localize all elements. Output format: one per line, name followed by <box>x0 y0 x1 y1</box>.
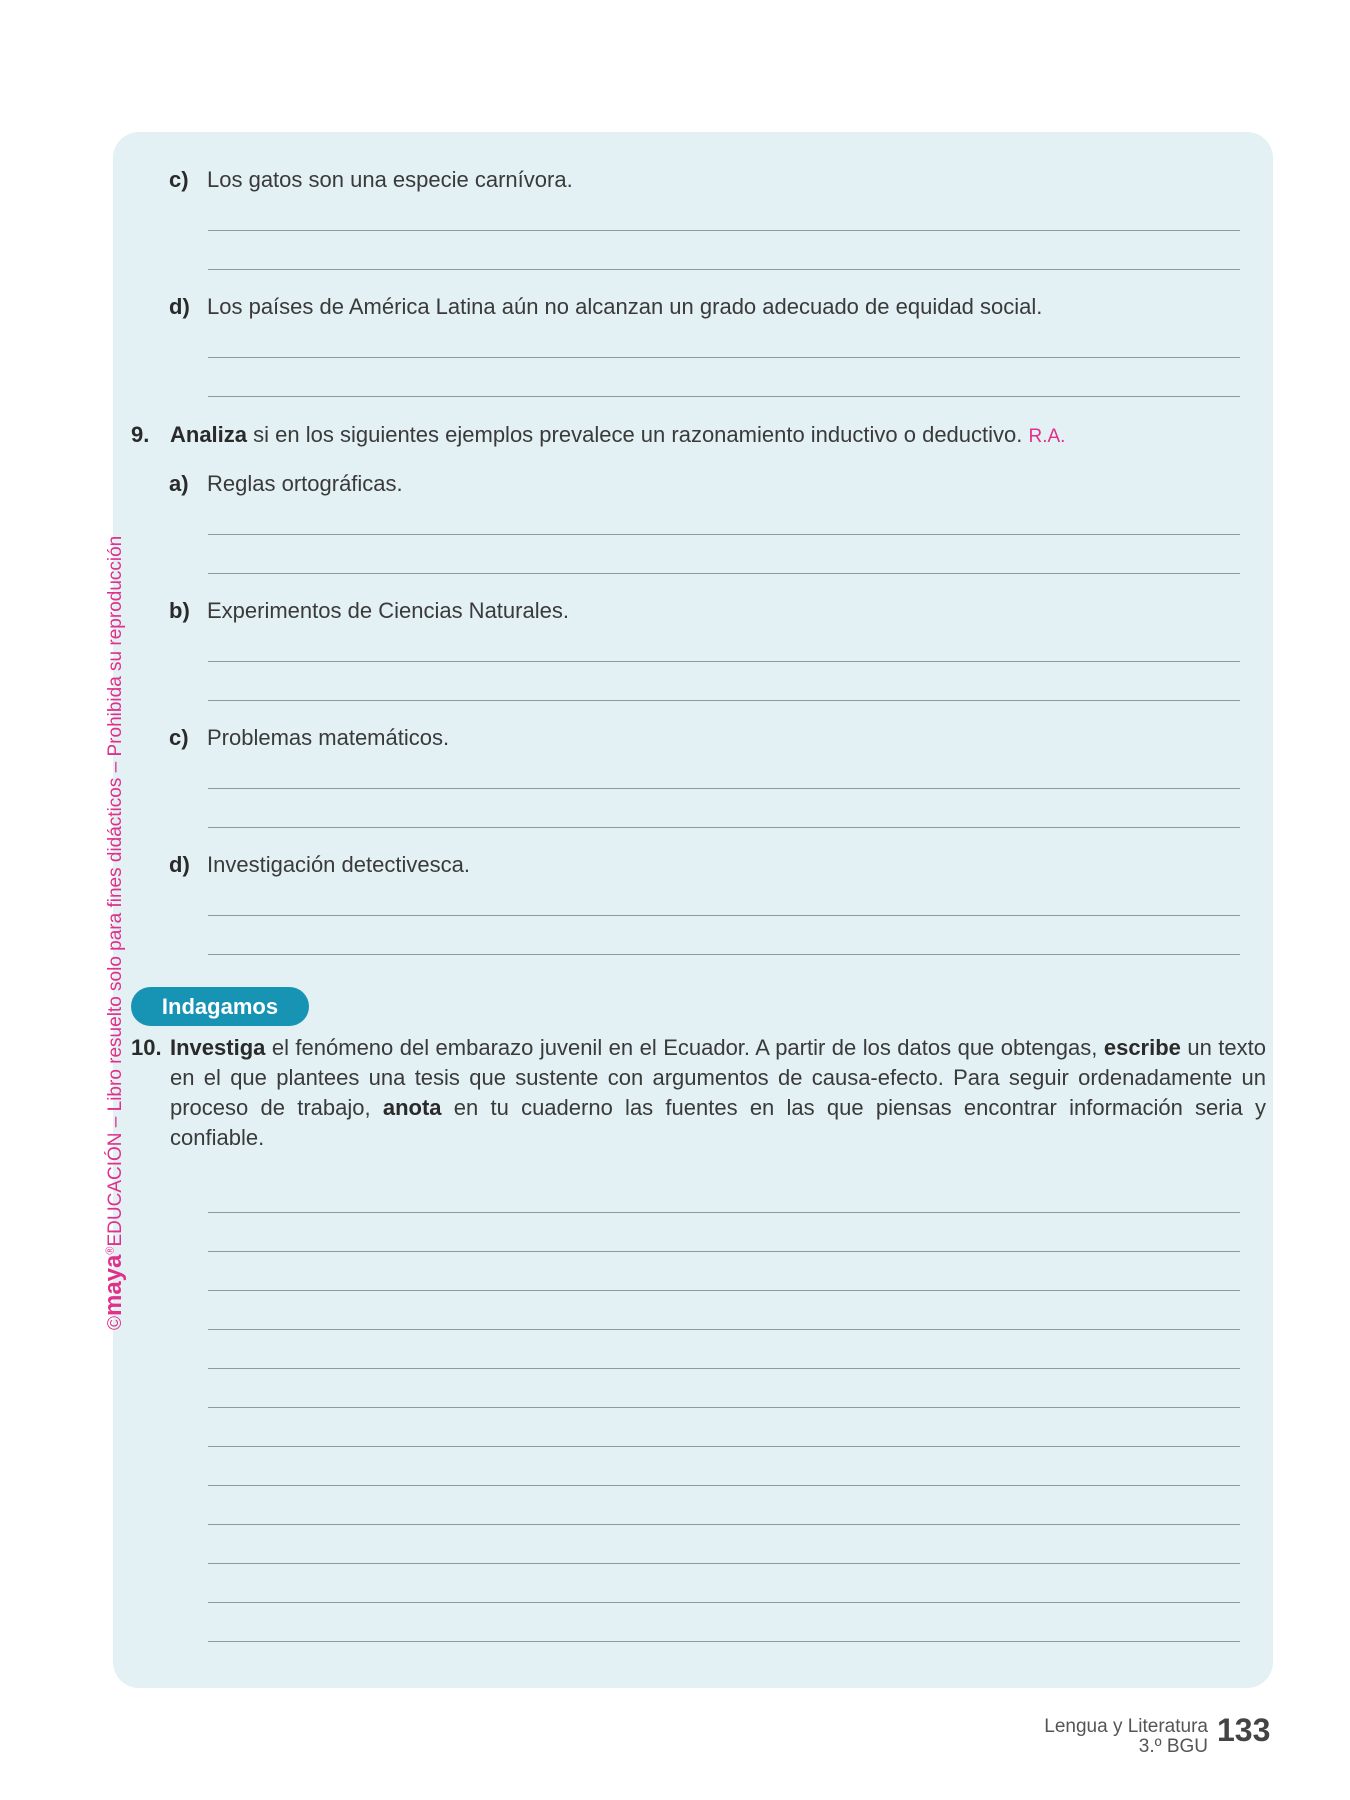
writing-line[interactable] <box>208 1290 1240 1291</box>
writing-line[interactable] <box>208 1329 1240 1330</box>
answer-line[interactable] <box>208 954 1240 955</box>
brand-logo-text: maya <box>100 1254 127 1316</box>
footer-subject: Lengua y Literatura <box>1044 1716 1208 1737</box>
copyright-text: EDUCACIÓN – Libro resuelto solo para fines didácticos – Prohibida su reproducción <box>105 535 126 1247</box>
instruction-verb: escribe <box>1103 1035 1181 1060</box>
writing-line[interactable] <box>208 1641 1240 1642</box>
instruction-verb: anota <box>382 1095 442 1120</box>
footer-subject-block <box>1044 1717 1208 1757</box>
writing-line[interactable] <box>208 1212 1240 1213</box>
item-label: d) <box>169 852 190 877</box>
writing-line[interactable] <box>208 1524 1240 1525</box>
exercise-panel <box>113 132 1273 1688</box>
question-text-part: el fenómeno del embarazo juvenil en el Ecuador. A partir de los datos que obtengas, <box>265 1035 1104 1060</box>
writing-line[interactable] <box>208 1563 1240 1564</box>
item-c <box>169 724 449 752</box>
answer-line[interactable] <box>208 661 1240 662</box>
item-d-top <box>169 293 1042 321</box>
item-label: a) <box>169 471 189 496</box>
writing-line[interactable] <box>208 1251 1240 1252</box>
footer-grade: 3.º BGU <box>1138 1736 1208 1757</box>
page-number: 133 <box>1217 1712 1271 1748</box>
answer-line[interactable] <box>208 788 1240 789</box>
answer-line[interactable] <box>208 573 1240 574</box>
question-9 <box>131 421 1065 451</box>
writing-line[interactable] <box>208 1485 1240 1486</box>
writing-line[interactable] <box>208 1602 1240 1603</box>
writing-line[interactable] <box>208 1368 1240 1369</box>
registered-mark: ® <box>104 1246 117 1255</box>
item-text: Investigación detectivesca. <box>207 852 470 877</box>
answer-tag: R.A. <box>1028 426 1066 447</box>
item-text: Los países de América Latina aún no alcanzan un grado adecuado de equidad social. <box>207 294 1043 319</box>
answer-line[interactable] <box>208 396 1240 397</box>
item-text: Reglas ortográficas. <box>207 471 403 496</box>
answer-line[interactable] <box>208 534 1240 535</box>
item-text: Experimentos de Ciencias Naturales. <box>207 598 569 623</box>
writing-line[interactable] <box>208 1407 1240 1408</box>
copyright-symbol: © <box>105 1316 126 1330</box>
instruction-verb: Analiza <box>170 422 248 447</box>
item-label: b) <box>169 598 190 623</box>
question-text <box>170 1033 1266 1153</box>
item-text: Los gatos son una especie carnívora. <box>207 167 573 192</box>
question-number: 10. <box>131 1035 162 1060</box>
copyright-sidebar <box>100 536 128 1330</box>
item-label: c) <box>169 167 189 192</box>
question-text-part: un texto en el que plantees una tesis que sustente con argumentos de causa-efecto. Para seguir ordenadamente un proceso de trabajo, <box>170 1035 1266 1120</box>
item-d <box>169 851 470 879</box>
item-label: c) <box>169 725 189 750</box>
writing-line[interactable] <box>208 1446 1240 1447</box>
question-number: 9. <box>131 422 150 447</box>
item-label: d) <box>169 294 190 319</box>
item-c-top <box>169 166 573 194</box>
answer-line[interactable] <box>208 230 1240 231</box>
question-text: si en los siguientes ejemplos prevalece un razonamiento inductivo o deductivo. <box>247 422 1029 447</box>
item-text: Problemas matemáticos. <box>207 725 450 750</box>
instruction-verb: Investiga <box>170 1035 266 1060</box>
section-badge: Indagamos <box>131 987 309 1026</box>
item-a <box>169 470 403 498</box>
answer-line[interactable] <box>208 915 1240 916</box>
answer-line[interactable] <box>208 700 1240 701</box>
question-10 <box>131 1033 1266 1153</box>
question-text-part: en tu cuaderno las fuentes en las que piensas encontrar información seria y confiable. <box>170 1095 1266 1150</box>
answer-line[interactable] <box>208 357 1240 358</box>
item-b <box>169 597 569 625</box>
answer-line[interactable] <box>208 827 1240 828</box>
answer-line[interactable] <box>208 269 1240 270</box>
